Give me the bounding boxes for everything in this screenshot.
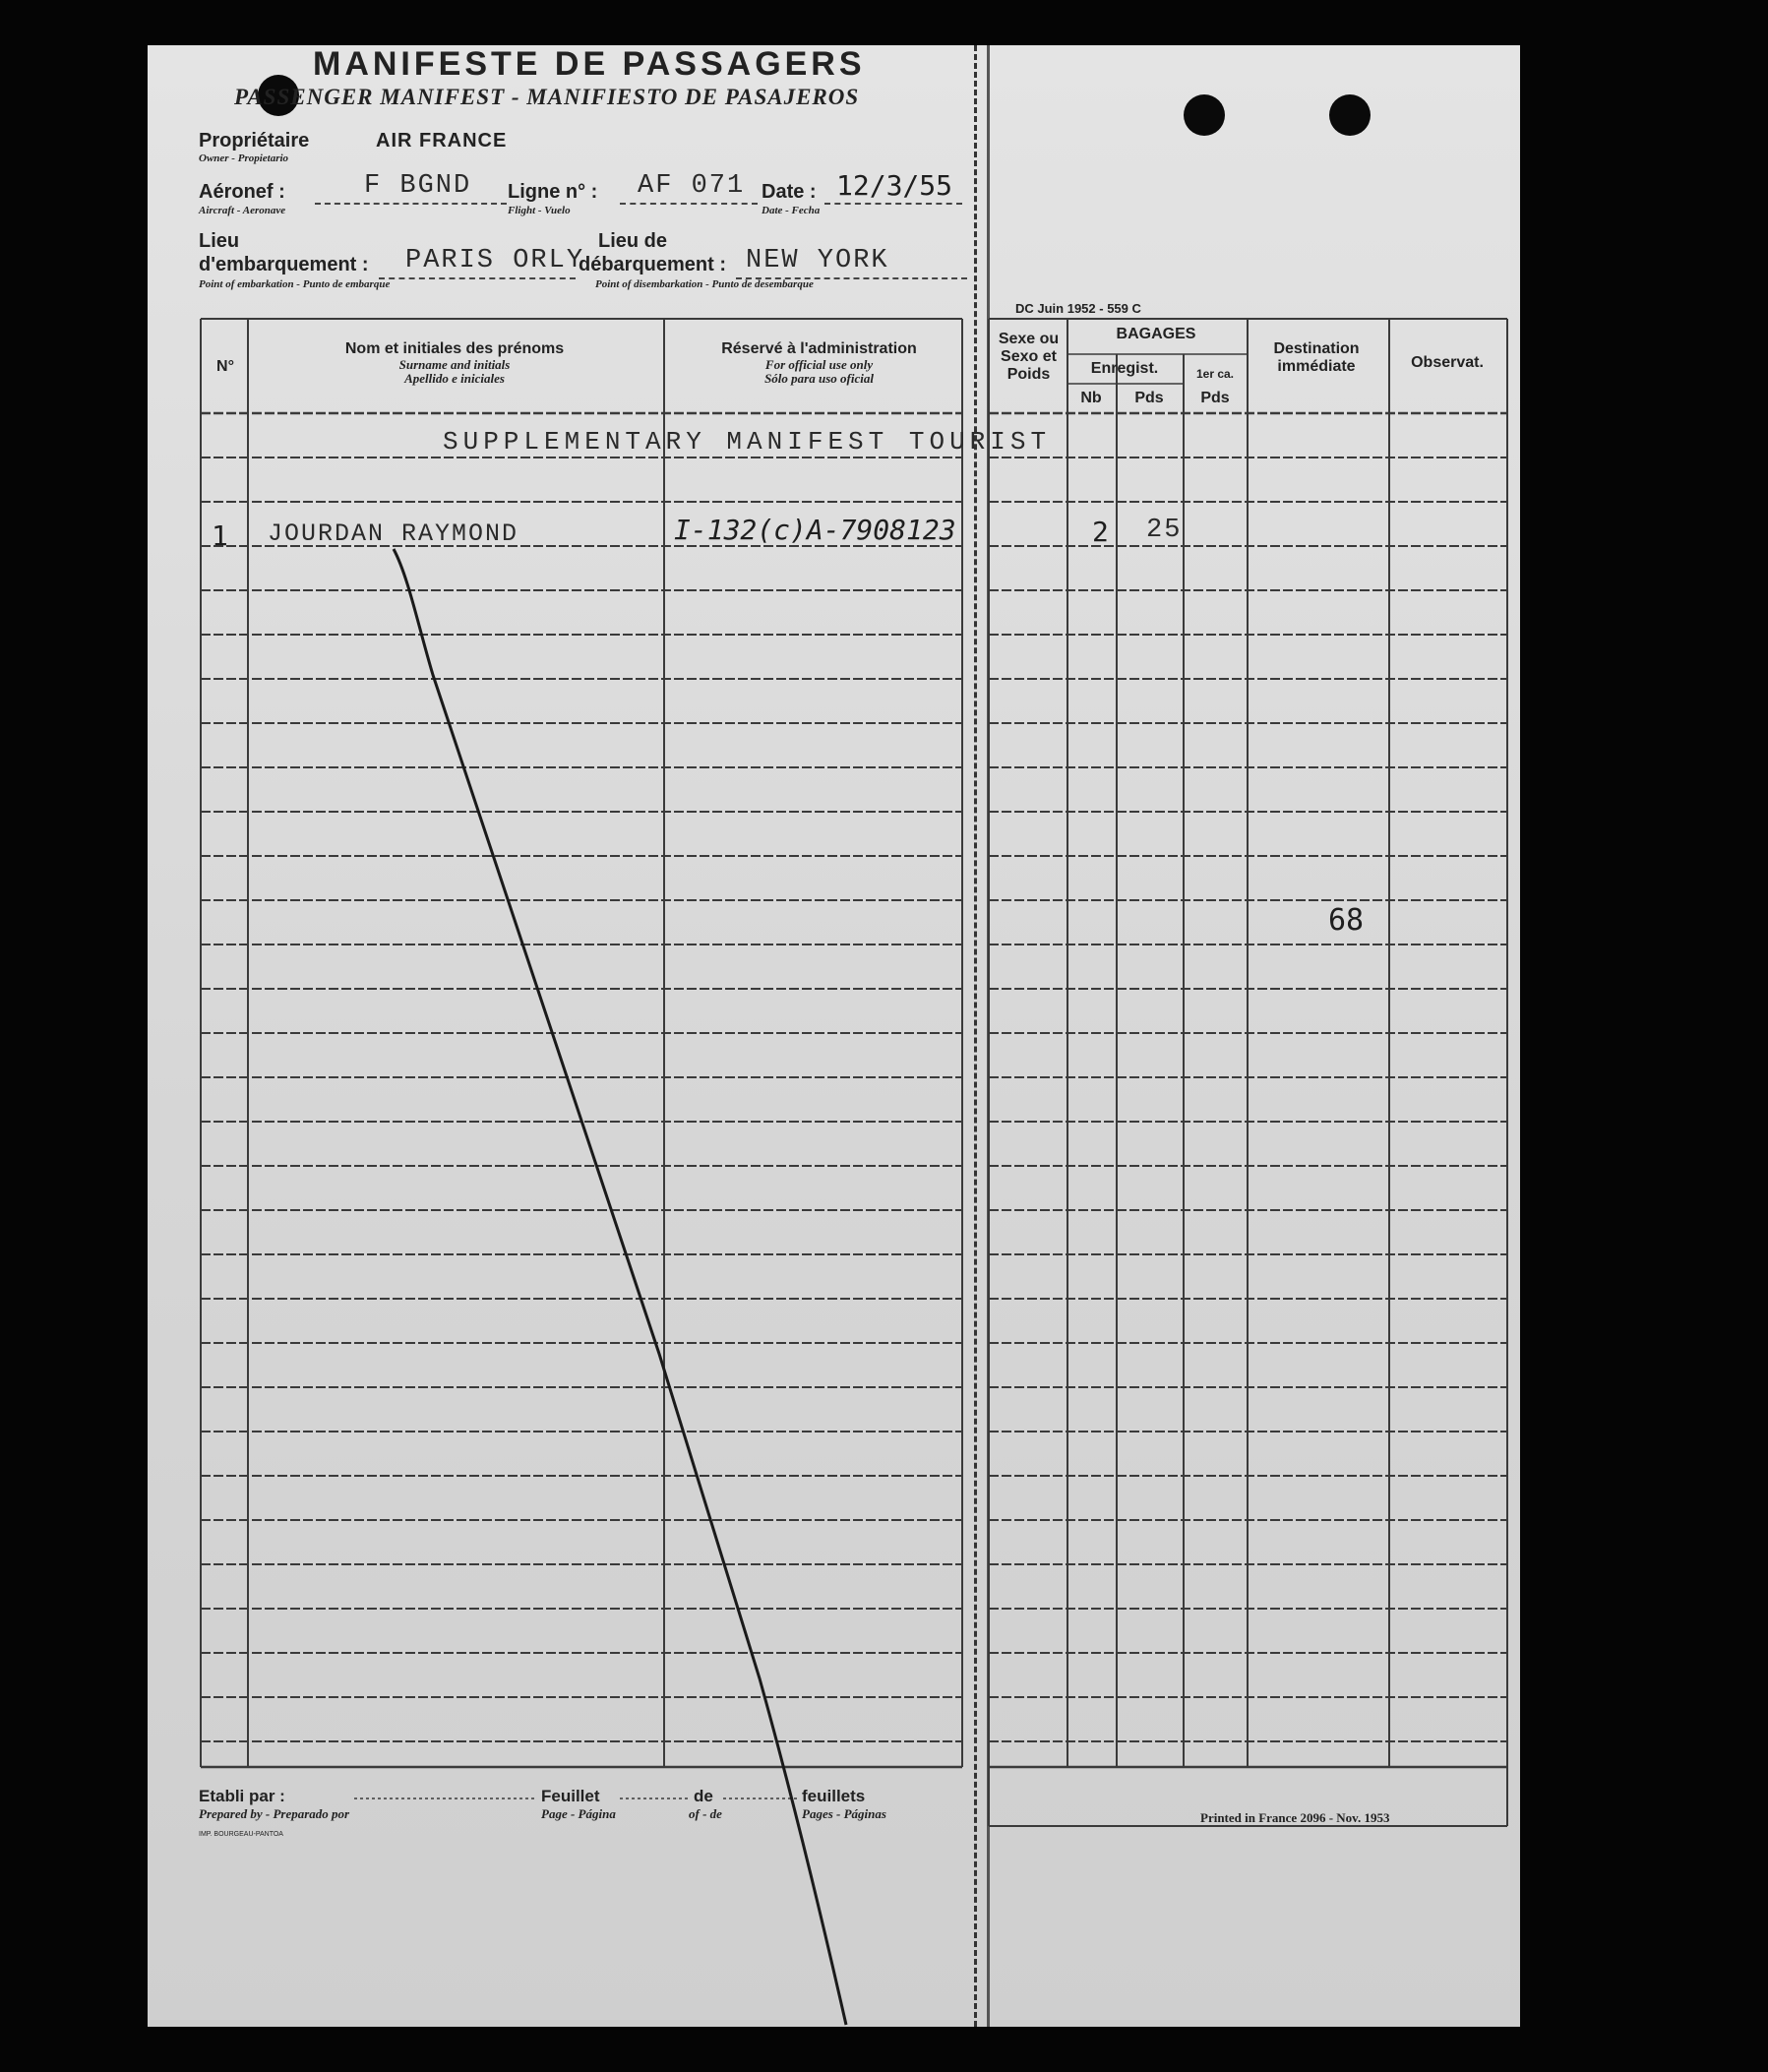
row-1-name: JOURDAN RAYMOND (268, 519, 519, 548)
disembark-value: NEW YORK (746, 246, 889, 275)
col-header-name-label: Nom et initiales des prénoms (344, 340, 565, 357)
col-header-admin-label: Réservé à l'administration (721, 340, 917, 357)
disembark-label-1: Lieu de (598, 230, 668, 252)
pages-label: feuillets (802, 1787, 866, 1805)
aircraft-label: Aéronef : (199, 181, 285, 203)
col-header-no: N° (216, 358, 234, 375)
date-value: 12/3/55 (836, 169, 953, 202)
aircraft-sub: Aircraft - Aeronave (199, 205, 286, 216)
flight-value: AF 071 (638, 171, 746, 201)
row-1-baggage-count: 2 (1092, 516, 1109, 548)
col-header-admin-sub2: Sólo para uso oficial (764, 371, 874, 386)
manifest-title: MANIFESTE DE PASSAGERS (313, 45, 866, 83)
col-header-sex: Sexe ou Sexo et Poids (998, 331, 1060, 383)
form-code: DC Juin 1952 - 559 C (1015, 301, 1141, 316)
col-header-pds: Pds (1134, 390, 1164, 406)
flight-label: Ligne n° : (508, 181, 598, 203)
disembark-sub: Point of disembarkation - Punto de desembarque (595, 278, 814, 290)
pages-sub: Pages - Páginas (802, 1806, 886, 1821)
disembark-label-2: débarquement : (579, 254, 727, 275)
of-sub: of - de (689, 1806, 722, 1821)
prepared-by-sub: Prepared by - Preparado por (199, 1806, 350, 1821)
manifest-page (148, 45, 1520, 2027)
owner-value: AIR FRANCE (376, 130, 508, 152)
page-sub: Page - Página (541, 1806, 616, 1821)
col-header-observ: Observat. (1411, 354, 1484, 371)
col-header-baggage: BAGAGES (1116, 326, 1196, 342)
embark-label-2: d'embarquement : (199, 254, 369, 275)
col-header-name-sub1: Surname and initials (398, 357, 511, 372)
date-label: Date : (762, 181, 817, 203)
of-label: de (694, 1787, 713, 1805)
prepared-by-label: Etabli par : (199, 1787, 285, 1805)
embark-label-1: Lieu (199, 230, 240, 252)
row-1-admin: I-132(c)A-7908123 (674, 514, 956, 546)
col-header-nb: Nb (1080, 390, 1102, 406)
printer-mark: IMP. BOURGEAU-PANTOA (199, 1831, 283, 1838)
col-header-destination: Destination immédiate (1273, 340, 1360, 375)
col-header-admin-sub1: For official use only (764, 357, 874, 372)
row-1-number: 1 (212, 519, 228, 552)
date-sub: Date - Fecha (762, 205, 821, 216)
cancellation-line (148, 45, 1520, 2027)
manifest-subtitle: PASSENGER MANIFEST - MANIFIESTO DE PASAJEROS (234, 85, 860, 109)
col-header-registered: Enregist. (1090, 360, 1159, 377)
col-header-cabin-pds: Pds (1200, 390, 1230, 406)
embark-sub: Point of embarkation - Punto de embarque (199, 278, 391, 290)
owner-label: Propriétaire (199, 130, 310, 152)
col-header-name-sub2: Apellido e iniciales (404, 371, 505, 386)
col-header-cabin: 1er ca. (1195, 367, 1235, 381)
page-label: Feuillet (541, 1787, 600, 1805)
flight-sub: Flight - Vuelo (508, 205, 571, 216)
aircraft-value: F BGND (364, 171, 472, 201)
margin-annotation: 68 (1328, 903, 1365, 938)
supplementary-manifest-note: SUPPLEMENTARY MANIFEST TOURIST (443, 427, 1052, 457)
owner-sub: Owner - Propietario (199, 152, 289, 164)
embark-value: PARIS ORLY (405, 246, 585, 275)
row-1-baggage-weight: 25 (1146, 516, 1183, 545)
printed-in-france: Printed in France 2096 - Nov. 1953 (1200, 1810, 1390, 1825)
